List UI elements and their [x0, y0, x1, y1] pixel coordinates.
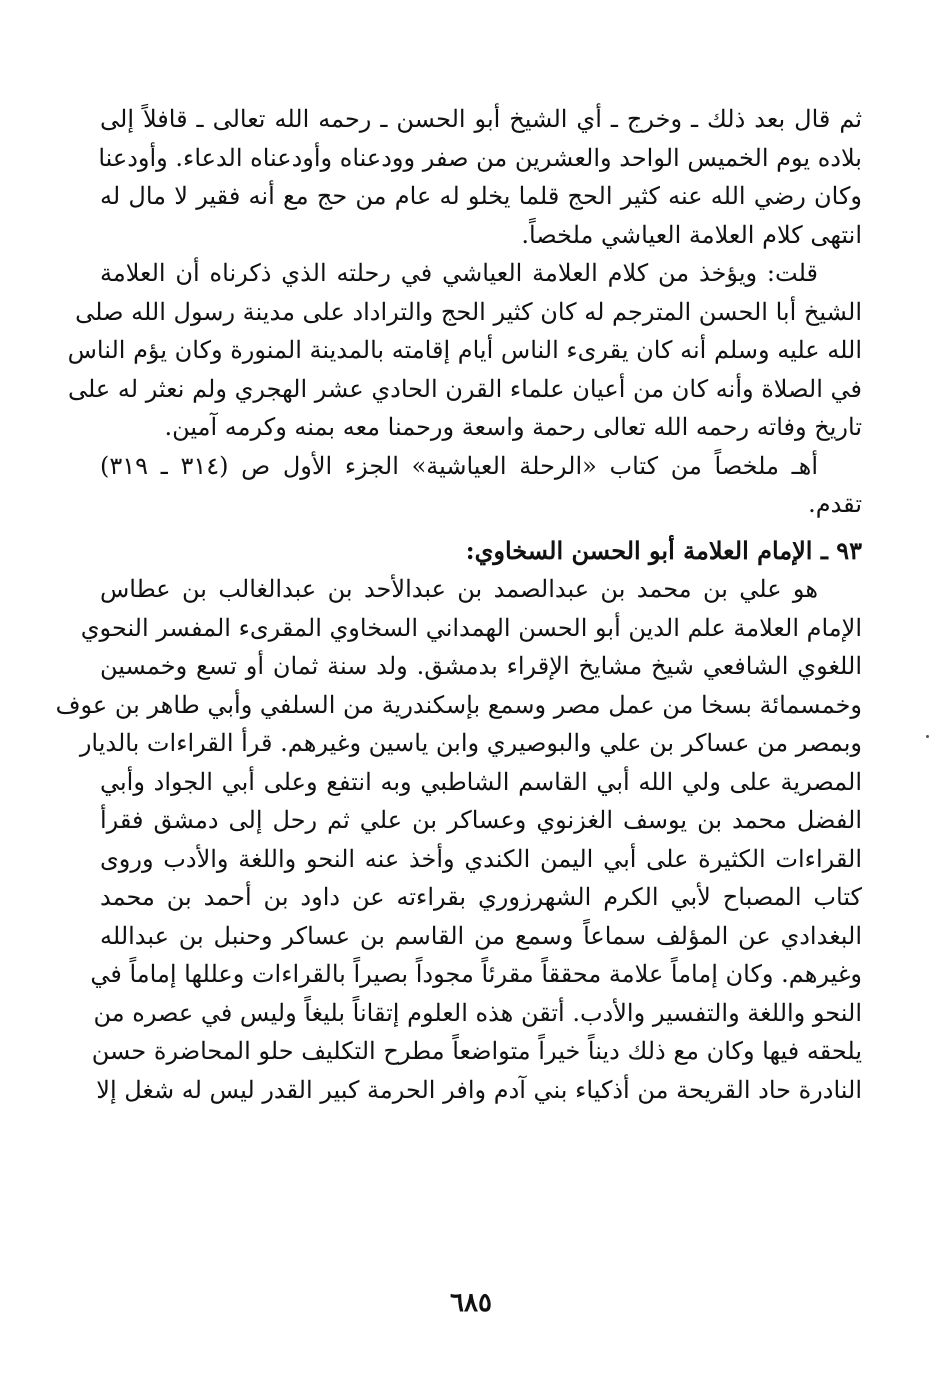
text-line: تاريخ وفاته رحمه الله تعالى رحمة واسعة ورحمنا معه بمنه وكرمه آمين.: [164, 413, 862, 441]
text-line: وبمصر من عساكر بن علي والبوصيري وابن ياسين وغيرهم. قرأ القراءات بالديار: [79, 729, 862, 757]
text-line: كتاب المصباح لأبي الكرم الشهرزوري بقراءته عن داود بن أحمد بن محمد: [100, 883, 862, 911]
paragraph-al-ayyashi-quote: [100, 100, 862, 254]
text-line: تقدم.: [808, 490, 862, 518]
scan-speck: [926, 735, 929, 738]
text-line: النحو واللغة والتفسير والأدب. أتقن هذه العلوم إتقاناً بليغاً وليس في عصره من: [93, 998, 862, 1027]
text-line: وغيرهم. وكان إماماً علامة محققاً مقرئاً مجوداً بصيراً بالقراءات وعللها إماماً في: [90, 960, 862, 988]
text-line: أهـ ملخصاً من كتاب «الرحلة العياشية» الجزء الأول ص (٣١٤ ـ ٣١٩): [100, 451, 818, 480]
text-line: بلاده يوم الخميس الواحد والعشرين من صفر وودعناه وأودعناه الدعاء. وأودعنا: [98, 143, 862, 172]
text-line: اللغوي الشافعي شيخ مشايخ الإقراء بدمشق. ولد سنة ثمان أو تسع وخمسين: [100, 652, 862, 680]
text-line: البغدادي عن المؤلف سماعاً وسمع من القاسم بن عساكر وحنبل بن عبدالله: [100, 921, 862, 950]
section-heading: ٩٣ ـ الإمام العلامة أبو الحسن السخاوي:: [465, 535, 862, 565]
page-body: [55, 100, 862, 1109]
text-line: الله عليه وسلم أنه كان يقرىء الناس أيام إقامته بالمدينة المنورة وكان يؤم الناس: [67, 336, 862, 364]
text-line: الإمام العلامة علم الدين أبو الحسن الهمداني السخاوي المقرىء المفسر النحوي: [80, 613, 862, 642]
paragraph-source-citation: [100, 447, 862, 524]
paragraph-author-note: [67, 254, 862, 447]
paragraph-biography: [55, 570, 862, 1109]
text-line: وكان رضي الله عنه كثير الحج قلما يخلو له عام من حج مع أنه فقير لا مال له: [100, 182, 862, 210]
text-line: يلحقه فيها وكان مع ذلك ديناً خيراً متواضعاً مطرح التكليف حلو المحاضرة حسن: [91, 1037, 862, 1065]
text-line: في الصلاة وأنه كان من أعيان علماء القرن الحادي عشر الهجري ولم نعثر له على: [67, 374, 862, 403]
text-line: وخمسمائة بسخا من عمل مصر وسمع بإسكندرية من السلفي وأبي طاهر بن عوف: [55, 690, 862, 719]
page-number: ٦٨٥: [450, 1288, 492, 1318]
text-line: هو علي بن محمد بن عبدالصمد بن عبدالأحد بن عبدالغالب بن عطاس: [100, 575, 818, 603]
text-line: قلت: ويؤخذ من كلام العلامة العياشي في رحلته الذي ذكرناه أن العلامة: [100, 259, 818, 287]
text-line: الفضل محمد بن يوسف الغزنوي وعساكر بن علي ثم رحل إلى دمشق فقرأ: [100, 806, 862, 834]
text-line: انتهى كلام العلامة العياشي ملخصاً.: [521, 220, 862, 249]
text-line: الشيخ أبا الحسن المترجم له كان كثير الحج والتراداد على مدينة رسول الله صلى: [75, 297, 862, 326]
text-line: النادرة حاد القريحة من أذكياء بني آدم وافر الحرمة كبير القدر ليس له شغل إلا: [96, 1075, 862, 1104]
text-line: القراءات الكثيرة على أبي اليمن الكندي وأخذ عنه النحو واللغة والأدب وروى: [100, 844, 862, 873]
text-line: ثم قال بعد ذلك ـ وخرج ـ أي الشيخ أبو الحسن ـ رحمه الله تعالى ـ قافلاً إلى: [100, 105, 862, 133]
text-line: المصرية على ولي الله أبي القاسم الشاطبي وبه انتفع وعلى أبي الجواد وأبي: [100, 767, 862, 796]
